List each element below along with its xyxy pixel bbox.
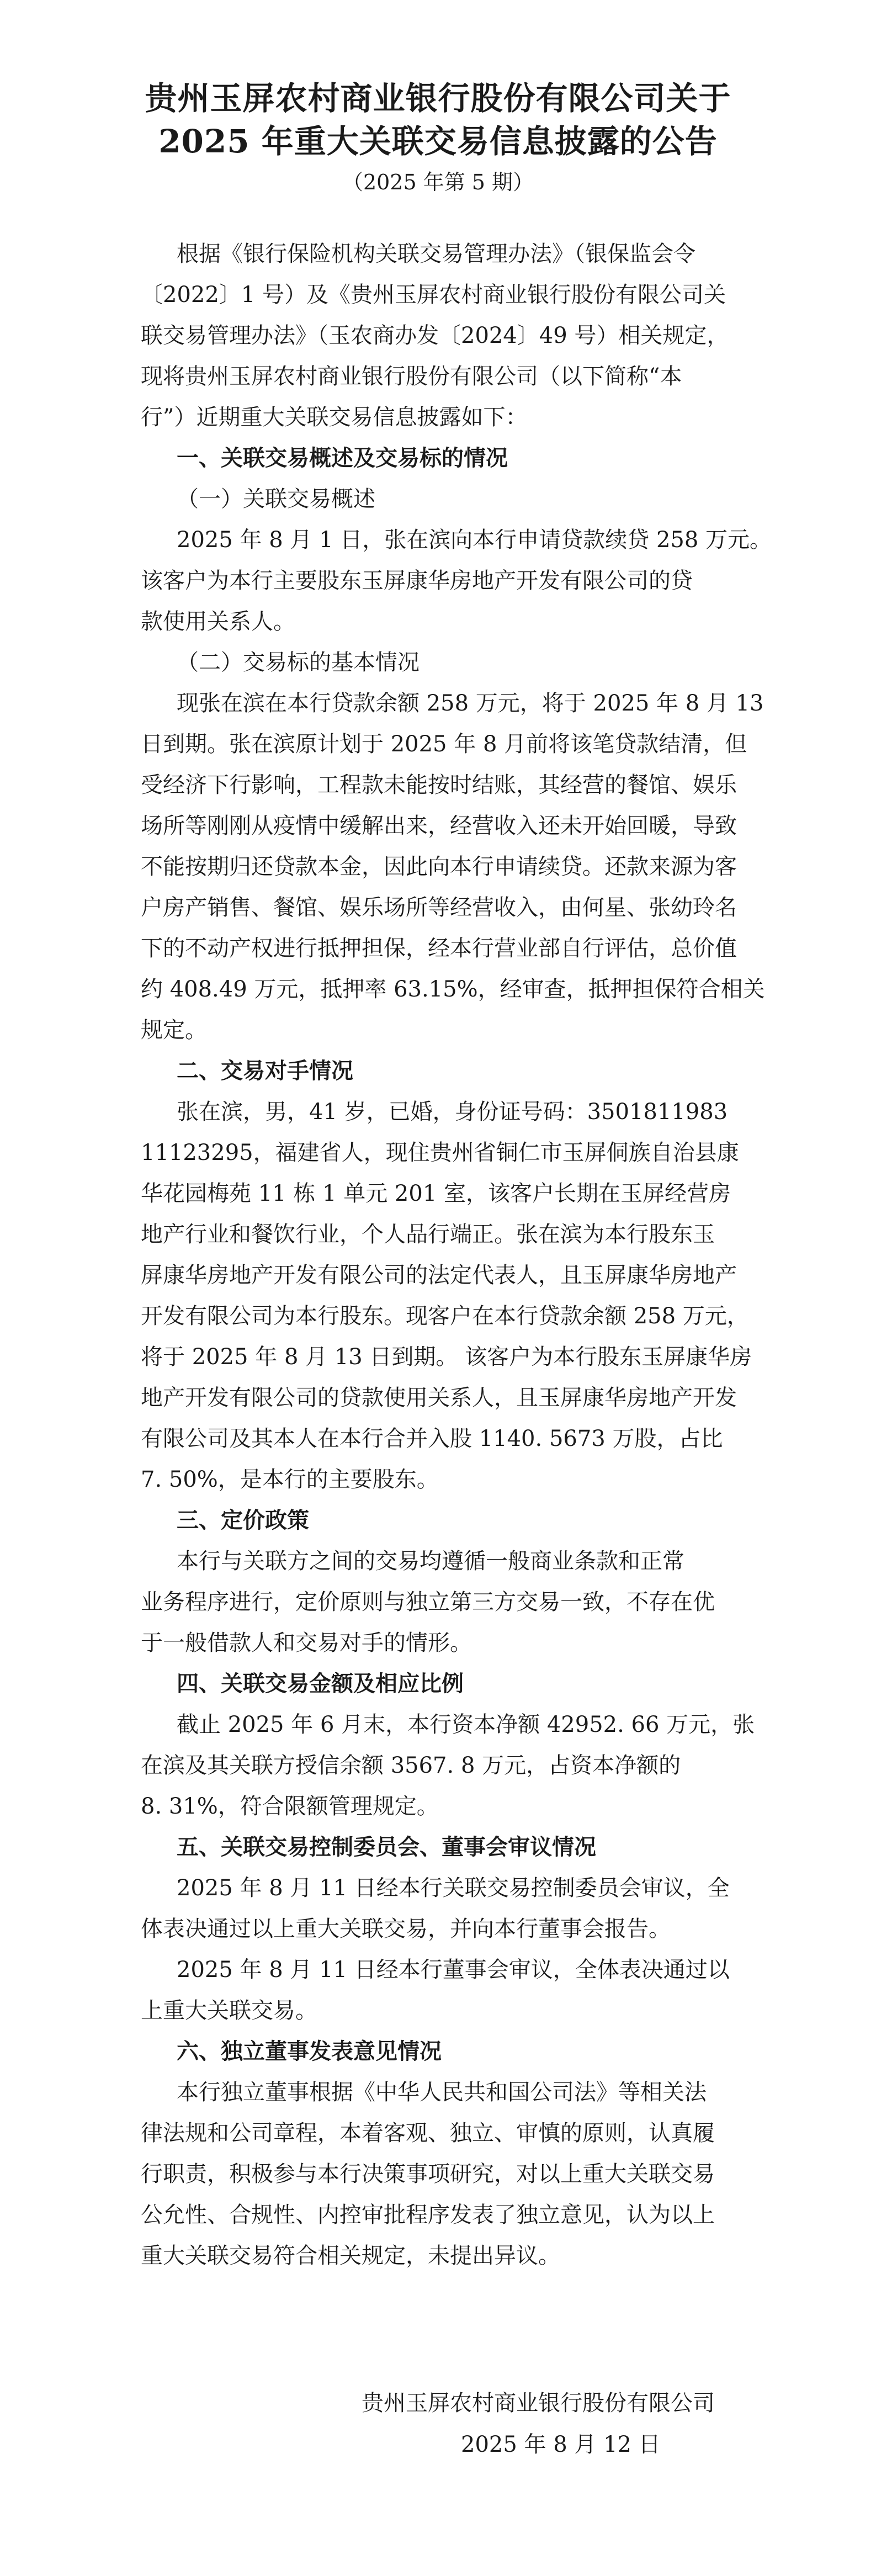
paragraph-line: 本行与关联方之间的交易均遵循一般商业条款和正常: [177, 1549, 684, 1574]
subsection-heading-1-2: （二）交易标的基本情况: [177, 650, 420, 675]
paragraph-line: 日到期。张在滨原计划于 2025 年 8 月前将该笔贷款结清，但: [141, 732, 747, 757]
paragraph-line: 业务程序进行，定价原则与独立第三方交易一致，不存在优: [141, 1589, 715, 1615]
intro-line: 联交易管理办法》（玉农商办发〔2024〕49 号）相关规定，: [141, 323, 729, 348]
paragraph-line: 8. 31%，符合限额管理规定。: [141, 1794, 439, 1819]
paragraph-line: 7. 50%，是本行的主要股东。: [141, 1467, 439, 1492]
paragraph-line: 2025 年 8 月 1 日，张在滨向本行申请贷款续贷 258 万元。: [177, 527, 772, 553]
paragraph-line: 将于 2025 年 8 月 13 日到期。 该客户为本行股东玉屏康华房: [141, 1344, 752, 1370]
signature-organization: 贵州玉屏农村商业银行股份有限公司: [362, 2391, 715, 2416]
paragraph-line: 户房产销售、餐馆、娱乐场所等经营收入，由何星、张幼玲名: [141, 895, 737, 920]
section-heading-3: 三、定价政策: [177, 1507, 309, 1533]
paragraph-line: 现张在滨在本行贷款余额 258 万元，将于 2025 年 8 月 13: [177, 691, 764, 716]
section-heading-6: 六、独立董事发表意见情况: [177, 2038, 442, 2064]
paragraph-line: 开发有限公司为本行股东。现客户在本行贷款余额 258 万元，: [141, 1303, 749, 1329]
paragraph-line: 张在滨，男，41 岁，已婚，身份证号码：3501811983: [177, 1099, 728, 1125]
paragraph-line: 地产开发有限公司的贷款使用关系人，且玉屏康华房地产开发: [141, 1385, 737, 1411]
paragraph-line: 有限公司及其本人在本行合并入股 1140. 5673 万股，占比: [141, 1426, 723, 1451]
paragraph-line: 上重大关联交易。: [141, 1998, 317, 2023]
intro-line: 〔2022〕1 号）及《贵州玉屏农村商业银行股份有限公司关: [141, 282, 726, 308]
intro-line: 根据《银行保险机构关联交易管理办法》（银保监会令: [177, 241, 696, 267]
paragraph-line: 于一般借款人和交易对手的情形。: [141, 1630, 472, 1656]
paragraph-line: 下的不动产权进行抵押担保，经本行营业部自行评估，总价值: [141, 936, 737, 961]
paragraph-line: 本行独立董事根据《中华人民共和国公司法》等相关法: [177, 2080, 707, 2105]
signature-date: 2025 年 8 月 12 日: [461, 2432, 661, 2457]
section-heading-1: 一、关联交易概述及交易标的情况: [177, 445, 508, 471]
paragraph-line: 华花园梅苑 11 栋 1 单元 201 室，该客户长期在玉屏经营房: [141, 1181, 731, 1206]
paragraph-line: 2025 年 8 月 11 日经本行关联交易控制委员会审议，全: [177, 1875, 730, 1901]
section-heading-2: 二、交易对手情况: [177, 1058, 353, 1084]
paragraph-line: 11123295，福建省人，现住贵州省铜仁市玉屏侗族自治县康: [141, 1140, 739, 1165]
intro-line: 行”）近期重大关联交易信息披露如下：: [141, 405, 528, 430]
intro-line: 现将贵州玉屏农村商业银行股份有限公司（以下简称“本: [141, 364, 682, 389]
section-heading-4: 四、关联交易金额及相应比例: [177, 1671, 464, 1697]
title-line-1: 贵州玉屏农村商业银行股份有限公司关于: [145, 79, 731, 117]
paragraph-line: 受经济下行影响，工程款未能按时结账，其经营的餐馆、娱乐: [141, 772, 737, 798]
paragraph-line: 地产行业和餐饮行业，个人品行端正。张在滨为本行股东玉: [141, 1222, 715, 1247]
paragraph-line: 行职责，积极参与本行决策事项研究，对以上重大关联交易: [141, 2161, 715, 2187]
paragraph-line: 屏康华房地产开发有限公司的法定代表人，且玉屏康华房地产: [141, 1263, 737, 1288]
paragraph-line: 律法规和公司章程，本着客观、独立、审慎的原则，认真履: [141, 2121, 715, 2146]
paragraph-line: 截止 2025 年 6 月末，本行资本净额 42952. 66 万元，张: [177, 1712, 755, 1737]
paragraph-line: 款使用关系人。: [141, 609, 295, 634]
paragraph-line: 规定。: [141, 1017, 207, 1043]
paragraph-line: 不能按期归还贷款本金，因此向本行申请续贷。还款来源为客: [141, 854, 737, 879]
title-line-2: 2025 年重大关联交易信息披露的公告: [158, 123, 718, 160]
paragraph-line: 在滨及其关联方授信余额 3567. 8 万元，占资本净额的: [141, 1753, 681, 1778]
paragraph-line: 体表决通过以上重大关联交易，并向本行董事会报告。: [141, 1916, 671, 1942]
paragraph-line: 约 408.49 万元，抵押率 63.15%，经审查，抵押担保符合相关: [141, 977, 765, 1002]
paragraph-line: 重大关联交易符合相关规定，未提出异议。: [141, 2243, 560, 2268]
paragraph-line: 公允性、合规性、内控审批程序发表了独立意见，认为以上: [141, 2202, 715, 2228]
paragraph-line: 该客户为本行主要股东玉屏康华房地产开发有限公司的贷: [141, 568, 693, 593]
subsection-heading-1-1: （一）关联交易概述: [177, 486, 375, 512]
paragraph-line: 场所等刚刚从疫情中缓解出来，经营收入还未开始回暖，导致: [141, 813, 737, 839]
section-heading-5: 五、关联交易控制委员会、董事会审议情况: [177, 1834, 596, 1860]
issue-number: （2025 年第 5 期）: [342, 170, 534, 194]
paragraph-line: 2025 年 8 月 11 日经本行董事会审议，全体表决通过以: [177, 1957, 730, 1983]
